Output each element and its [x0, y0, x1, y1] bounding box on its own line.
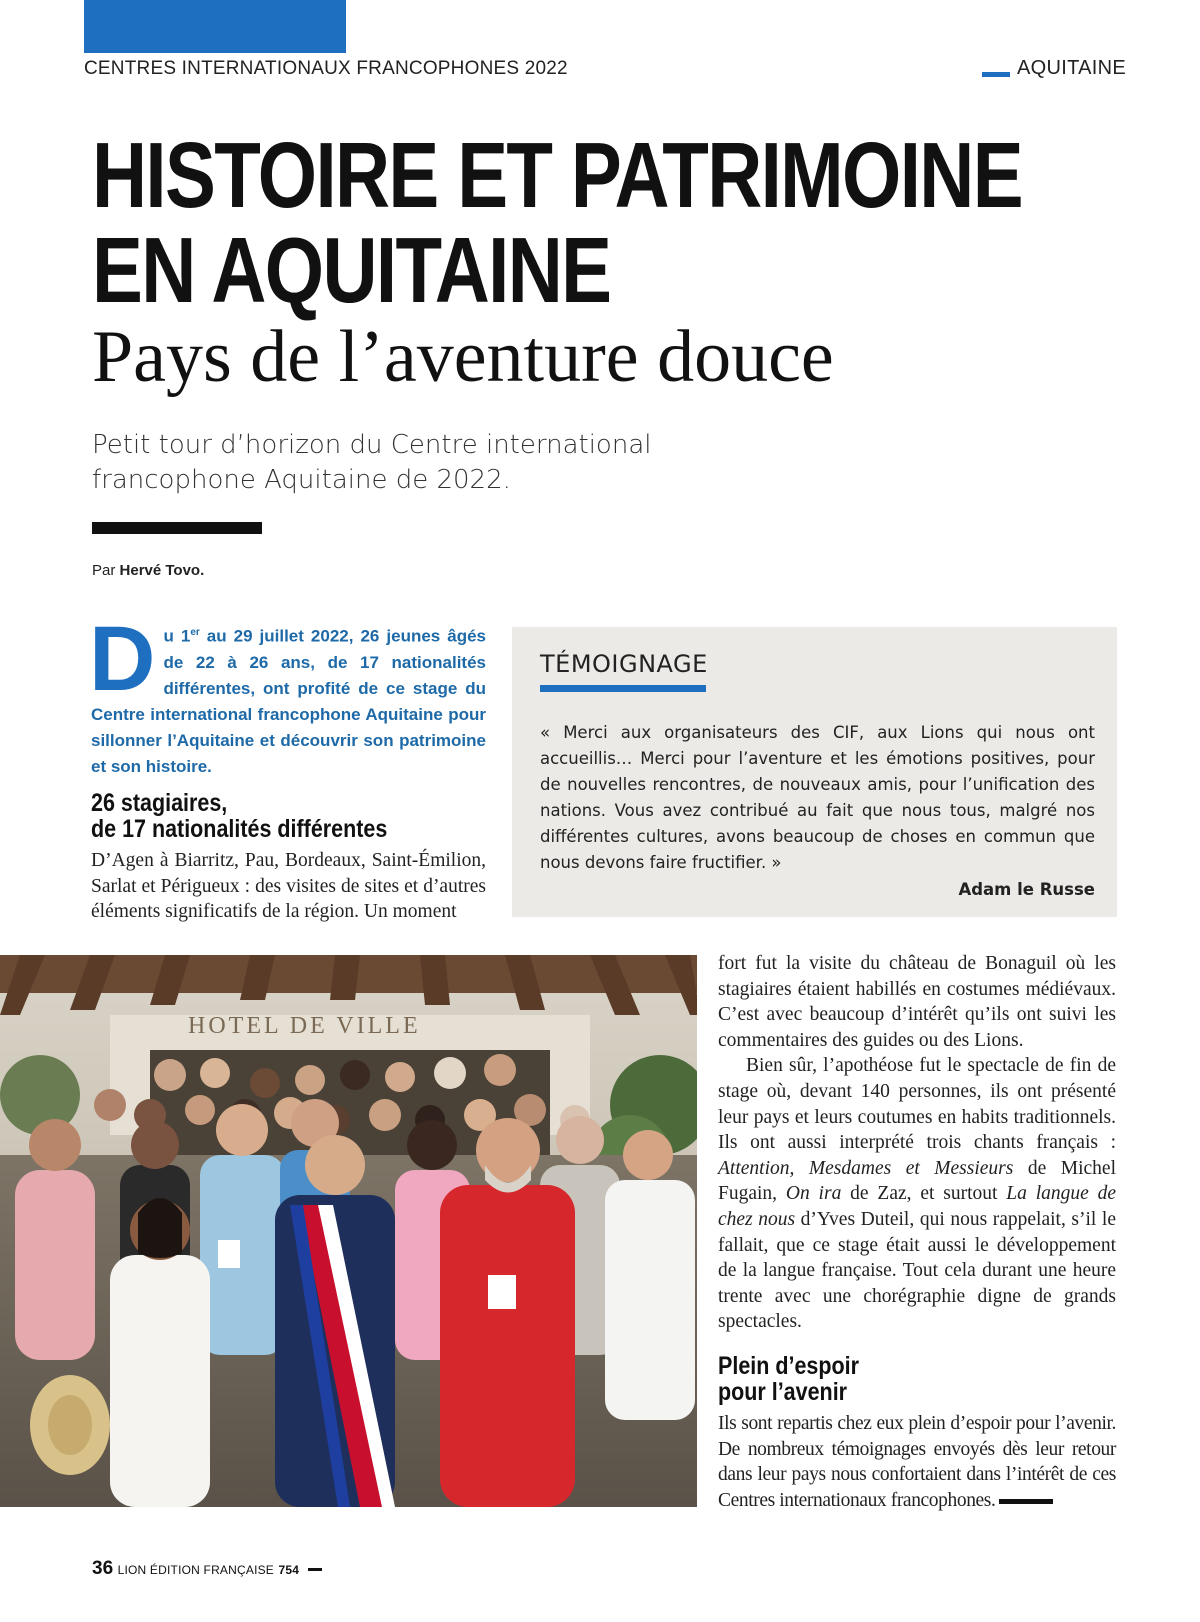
testimony-quote: « Merci aux organisateurs des CIF, aux Lions qui nous ont accueillis… Merci pour l’aventure et les émotions positives, pour de nouvelles rencontres, de nouveaux amis, pour l’unification des nations. Vous avez contribué au fait que nous tous, malgré nos différentes cultures, avons beaucoup de choses en commun que nous devons faire fructifier. » [540, 723, 1095, 872]
hotel-de-ville-sign: HOTEL DE VILLE [188, 1013, 421, 1039]
testimony-author: Adam le Russe [958, 880, 1095, 899]
para3-text: Ils sont repartis chez eux plein d’espoir pour l’avenir. De nombreux témoignages envoyés dès leur retour dans leur pays nous confortaient dans l’intérêt de ces Centres internationaux francophones. [718, 1413, 1116, 1511]
para2-text-c: de Zaz, et surtout [841, 1183, 1007, 1205]
body-paragraph-1-continued: fort fut la visite du château de Bonaguil où les stagiaires étaient habillés en costumes médiévaux. C’est avec beaucoup d’intérêt qu’ils ont suivi les commentaires des guides ou des Lions. [718, 953, 1116, 1051]
body-paragraph-1: D’Agen à Biarritz, Pau, Bordeaux, Saint-Émilion, Sarlat et Périgueux : des visites de sites et d’autres éléments significatifs de la région. Un moment [91, 850, 486, 923]
section-marker [982, 72, 1010, 77]
publication-name: LION ÉDITION FRANÇAISE [117, 1563, 275, 1577]
article-dek [92, 428, 732, 498]
dek-line-2: francophone Aquitaine de 2022. [92, 465, 511, 495]
end-of-article-mark [999, 1499, 1053, 1504]
subheading-2-line-2: pour l’avenir [718, 1378, 848, 1406]
song-title-2: On ira [785, 1183, 842, 1205]
title-line-2: EN AQUITAINE [92, 218, 611, 322]
section-color-tab [84, 0, 346, 53]
group-photo-illustration [0, 955, 697, 1507]
para2-text-a: Bien sûr, l’apothéose fut le spectacle de fin de stage où, devant 140 personnes, ils ont présenté leur pays et leurs coutumes en habits traditionnels. Ils ont aussi interprété trois chants français : [718, 1055, 1116, 1154]
subheading-line-2: de 17 nationalités différentes [91, 815, 388, 843]
body-paragraph-2 [718, 1053, 1116, 1335]
subheading-espoir [718, 1353, 859, 1405]
subheading-line-1: 26 stagiaires, [91, 789, 228, 817]
subheading-2-line-1: Plein d’espoir [718, 1352, 859, 1380]
testimony-title: TÉMOIGNAGE [540, 650, 708, 678]
byline [92, 562, 204, 579]
lead-text-a: u 1 [163, 626, 191, 646]
testimony-title-rule [540, 685, 706, 692]
song-title-1: Attention, Mesdames et Messieurs [718, 1157, 1014, 1179]
dek-rule [92, 522, 262, 534]
byline-author: Hervé Tovo. [119, 562, 205, 579]
body-paragraph-3 [718, 1411, 1116, 1513]
article-title [92, 123, 1022, 322]
lead-paragraph [89, 608, 487, 780]
title-line-1: HISTOIRE ET PATRIMOINE [92, 123, 1022, 227]
byline-prefix: Par [92, 562, 116, 579]
drop-cap: D [89, 608, 156, 710]
lead-text-b: au 29 juillet 2022, 26 jeunes âgés de 22 à 26 ans, de 17 nationalités différentes, ont profité de ce stage du Centre international francophone Aquitaine pour sillonner l’Aquitaine et découvrir son patrimoine et son histoire. [91, 626, 487, 776]
song-title-3: La langue de chez nous [718, 1183, 1117, 1230]
running-head: CENTRES INTERNATIONAUX FRANCOPHONES 2022 [84, 58, 568, 79]
body-column-2 [718, 951, 1116, 1335]
para2-text-d: d’Yves Duteil, qui nous rappelait, s’il le fallait, que ce stage était aussi le développement de la langue française. Tout cela durant une heure trente avec une chorégraphie digne de grands spectacles. [718, 1208, 1116, 1333]
para2-text-b: de Michel Fugain, [718, 1157, 1116, 1205]
group-photo [0, 955, 697, 1507]
dek-line-1: Petit tour d’horizon du Centre international [92, 430, 652, 460]
issue-number: 754 [278, 1563, 300, 1577]
section-label: AQUITAINE [1017, 57, 1127, 79]
page-footer [92, 1558, 322, 1580]
article-subtitle: Pays de l’aventure douce [92, 316, 834, 398]
lead-superscript: er [190, 627, 200, 638]
subheading-stagiaires [91, 790, 387, 842]
page-number: 36 [92, 1558, 114, 1579]
footer-bar [308, 1568, 322, 1571]
